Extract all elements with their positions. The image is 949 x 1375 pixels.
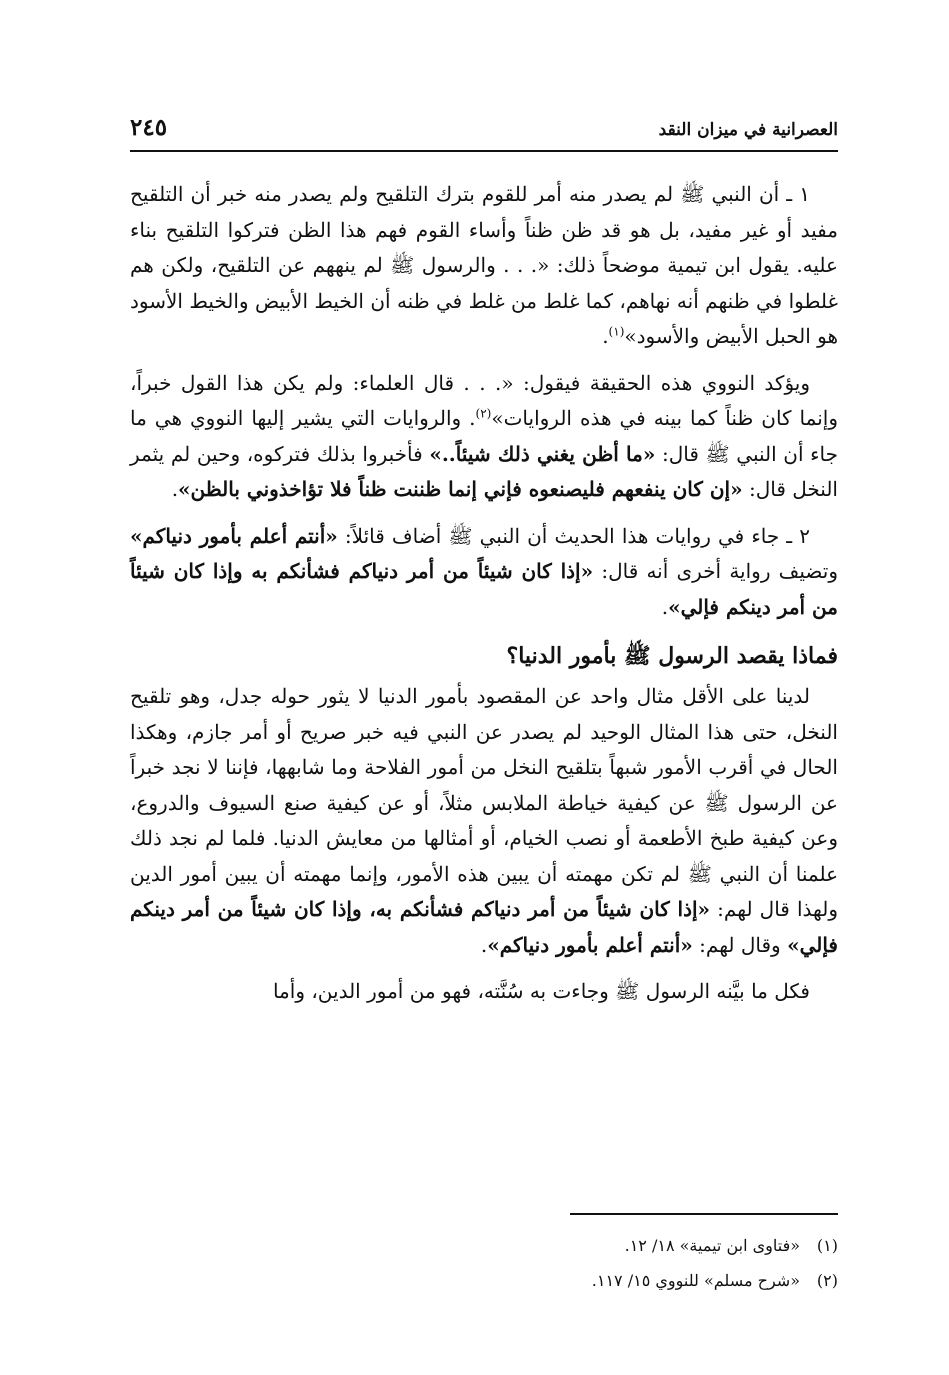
paragraph-2-end: . (171, 477, 179, 501)
hadith-quote-4: «إذا كان شيئاً من أمر دنياكم فشأنكم به وإذا كان شيئاً من أمر دينكم فإلي» (130, 559, 838, 619)
footnote-text: «فتاوى ابن تيمية» ١٨/ ١٢. (624, 1236, 800, 1255)
footnote-ref-1: (١) (608, 324, 625, 339)
footnote-rule (570, 1213, 838, 1215)
body-text (130, 177, 838, 1010)
hadith-quote-5: «إذا كان شيئاً من أمر دنياكم فشأنكم به، وإذا كان شيئاً من أمر دينكم فإلي» (130, 897, 838, 957)
hadith-quote-1: «ما أظن يغني ذلك شيئاً..» (429, 441, 656, 466)
footnote-number: (١) (816, 1236, 838, 1255)
paragraph-3-text-b: وتضيف رواية أخرى أنه قال: (593, 559, 838, 583)
section-heading: فماذا يقصد الرسول ﷺ بأمور الدنيا؟ (506, 643, 838, 669)
hadith-quote-6: «أنتم أعلم بأمور دنياكم» (487, 932, 693, 957)
hadith-quote-2: «إن كان ينفعهم فليصنعوه فإني إنما ظننت ظناً فلا تؤاخذوني بالظن» (178, 477, 743, 501)
paragraph-2-text-c: فأخبروا بذلك فتركوه، وحين لم يثمر النخل قال: (130, 441, 838, 501)
paragraph-2-text-a: ويؤكد النووي هذه الحقيقة فيقول: «. . . قال العلماء: ولم يكن هذا القول خبراً، وإنما كان ظناً كما بينه في هذه الروايات» (130, 370, 838, 430)
paragraph-4 (130, 679, 838, 963)
book-page (130, 0, 838, 1375)
paragraph-3-text-a: ٢ ـ جاء في روايات هذا الحديث أن النبي ﷺ أضاف قائلاً: (337, 523, 810, 548)
paragraph-5-text: فكل ما بيَّنه الرسول ﷺ وجاءت به سُنَّته، فهو من أمور الدين، وأما (272, 979, 810, 1003)
page-number: ٢٤٥ (130, 114, 168, 141)
footnote-text: «شرح مسلم» للنووي ١٥/ ١١٧. (591, 1271, 800, 1290)
footnote-1 (130, 1228, 838, 1263)
footnotes (130, 1228, 838, 1298)
paragraph-4-text-a: لدينا على الأقل مثال واحد عن المقصود بأمور الدنيا لا يثور حوله جدل، وهو تلقيح النخل، حتى هذا المثال الوحيد لم يصدر عن النبي فيه خبر صريح أو أمر جازم، وهكذا الحال في أقرب الأمور شبهاً بتلقيح النخل من أمور الفلاحة وما شابهها، فإننا لا نجد خبراً عن الرسول ﷺ عن كيفية خياطة الملابس مثلاً، أو عن كيفية صنع السيوف والدروع، وعن كيفية طبخ الأطعمة أو نصب الخيام، أو أمثالها من معايش الدنيا. فلما لم نجد ذلك علمنا أن النبي ﷺ لم تكن مهمته أن يبين هذه الأمور، وإنما مهمته أن يبين أمور الدين ولهذا قال لهم: (130, 684, 839, 921)
header-rule (130, 150, 838, 152)
paragraph-1-end: . (602, 324, 609, 348)
running-title: العصرانية في ميزان النقد (658, 120, 838, 140)
paragraph-1-text: ١ ـ أن النبي ﷺ لم يصدر منه أمر للقوم بترك التلقيح ولم يصدر منه خبر أن التلقيح مفيد أو غير مفيد، بل هو قد ظن ظناً وأساء القوم فهم هذا الظن فتركوا التلقيح بناء عليه. يقول ابن تيمية موضحاً ذلك: «. . . والرسول ﷺ لم ينههم عن التلقيح، ولكن هم غلطوا في ظنهم أنه نهاهم، كما غلط من غلط في ظنه أن الخيط الأبيض والخيط الأسود هو الحبل الأبيض والأسود» (130, 182, 838, 348)
paragraph-4-text-b: وقال لهم: (692, 932, 788, 957)
footnote-2 (130, 1263, 838, 1298)
footnote-ref-2: (٢) (475, 406, 492, 421)
paragraph-5 (130, 974, 838, 1010)
page-header (130, 114, 838, 148)
paragraph-1 (130, 177, 838, 355)
paragraph-2 (130, 366, 838, 508)
hadith-quote-3: «أنتم أعلم بأمور دنياكم» (130, 523, 338, 548)
paragraph-3-end: . (661, 594, 669, 619)
paragraph-2-text-b: . والروايات التي يشير إليها النووي هي ما جاء أن النبي ﷺ قال: (130, 406, 839, 466)
paragraph-3 (130, 519, 838, 626)
paragraph-4-end: . (480, 932, 488, 957)
footnote-number: (٢) (816, 1271, 838, 1290)
